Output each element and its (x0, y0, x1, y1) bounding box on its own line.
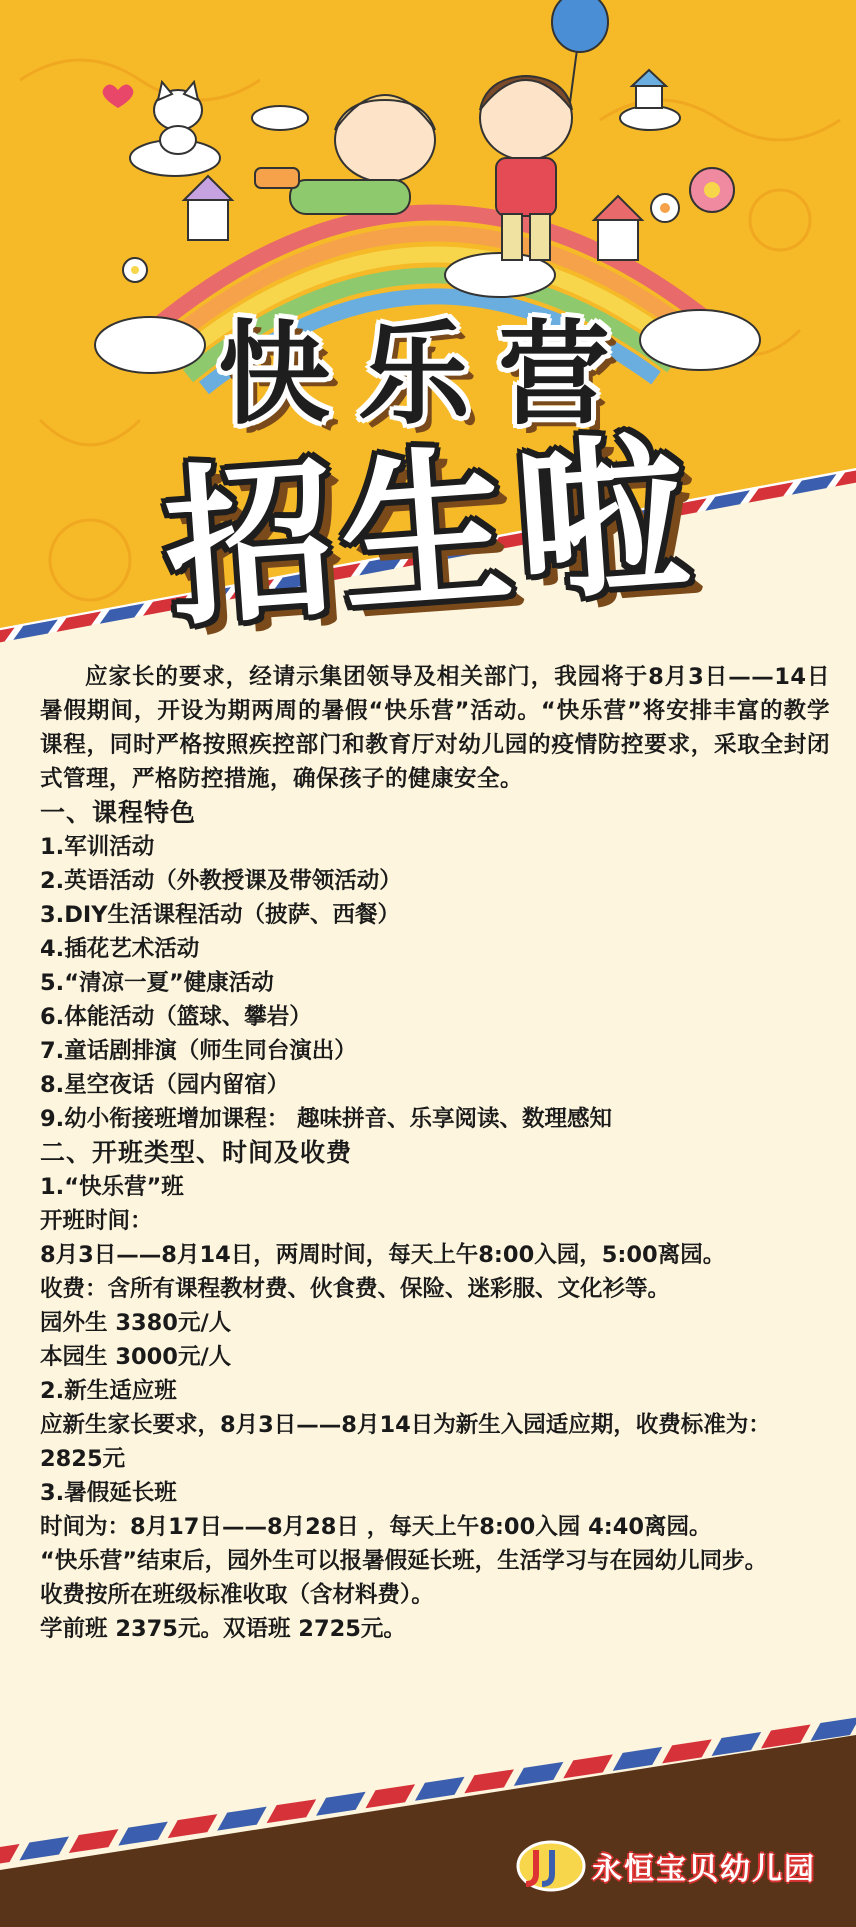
course-item: 8.星空夜话（园内留宿） (40, 1072, 290, 1098)
class-info-line: 1.“快乐营”班 (40, 1174, 184, 1200)
course-item: 1.军训活动 (40, 834, 155, 860)
class-info-line: 应新生家长要求，8月3日——8月14日为新生入园适应期，收费标准为： 2825元 (40, 1412, 771, 1472)
class-info-line: “快乐营”结束后，园外生可以报暑假延长班，生活学习与在园幼儿同步。 (40, 1548, 768, 1574)
title-enrollment: 招生啦 (158, 415, 700, 651)
class-info-line: 园外生 3380元/人 (40, 1310, 232, 1336)
course-item: 3.DIY生活课程活动（披萨、西餐） (40, 902, 401, 928)
course-item: 2.英语活动（外教授课及带领活动） (40, 868, 402, 894)
course-item: 4.插花艺术活动 (40, 936, 200, 962)
course-item: 5.“清凉一夏”健康活动 (40, 970, 274, 996)
class-info-line: 开班时间： (40, 1208, 153, 1234)
class-info-line: 学前班 2375元。双语班 2725元。 (40, 1616, 406, 1642)
course-item: 9.幼小衔接班增加课程： 趣味拼音、乐享阅读、数理感知 (40, 1106, 613, 1132)
cat-icon (154, 82, 202, 154)
class-info-line: 2.新生适应班 (40, 1378, 177, 1404)
title-happy-camp: 快乐营 (218, 310, 638, 440)
class-info-line: 时间为：8月17日——8月28日 ，每天上午8:00入园 4:40离园。 (40, 1514, 712, 1540)
kindergarten-logo (516, 1840, 816, 1892)
class-info-line: 3.暑假延长班 (40, 1480, 177, 1506)
kindergarten-name: 永恒宝贝幼儿园 (592, 1852, 816, 1887)
course-item: 6.体能活动（篮球、攀岩） (40, 1004, 312, 1030)
intro-paragraph: 应家长的要求，经请示集团领导及相关部门，我园将于8月3日——14日暑假期间，开设为期两周的暑假“快乐营”活动。“快乐营”将安排丰富的教学课程，同时严格按照疾控部门和教育厅对幼儿园的疫情防控要求，采取全封闭式管理，严格防控措施，确保孩子的健康安全。 (40, 664, 830, 792)
logo-mark-icon (516, 1840, 586, 1892)
class-info-line: 收费：含所有课程教材费、伙食费、保险、迷彩服、文化衫等。 (40, 1276, 671, 1302)
class-info-line: 8月3日——8月14日，两周时间，每天上午8:00入园，5:00离园。 (40, 1242, 726, 1268)
class-info-line: 收费按所在班级标准收取（含材料费）。 (40, 1582, 434, 1608)
main-content (40, 660, 830, 1646)
section2-heading: 二、开班类型、时间及收费 (40, 1138, 353, 1167)
section1-heading: 一、课程特色 (40, 798, 197, 827)
course-item: 7.童话剧排演（师生同台演出） (40, 1038, 357, 1064)
class-info-line: 本园生 3000元/人 (40, 1344, 232, 1370)
